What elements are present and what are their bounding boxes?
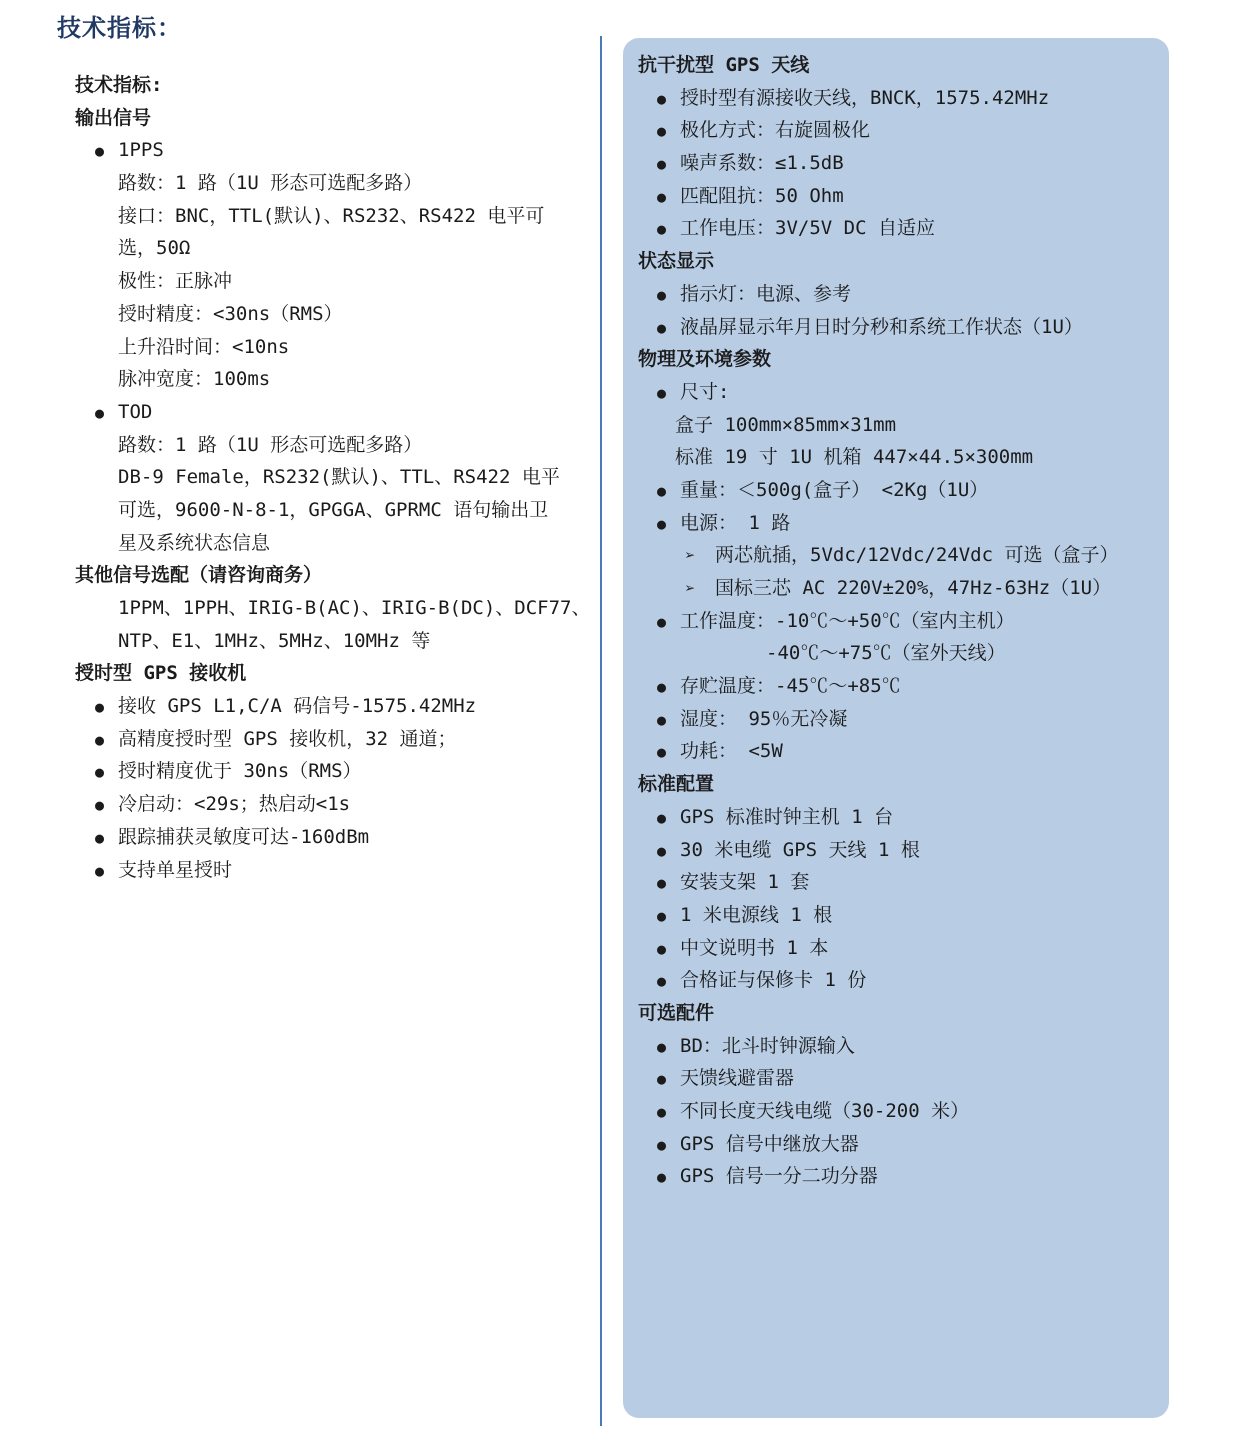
spec-line bbox=[70, 788, 598, 821]
spec-text: 技术指标: bbox=[75, 74, 163, 96]
bullet-icon: ● bbox=[657, 710, 667, 729]
spec-text: 电源： 1 路 bbox=[680, 511, 791, 534]
spec-text: 可选，9600-N-8-1，GPGGA、GPRMC 语句输出卫 bbox=[118, 498, 549, 521]
spec-line bbox=[70, 429, 598, 462]
spec-text: 授时型有源接收天线，BNCK，1575.42MHz bbox=[680, 86, 1050, 109]
spec-text: 安装支架 1 套 bbox=[680, 871, 810, 894]
spec-line bbox=[638, 114, 1157, 147]
spec-text: 授时精度：<30ns（RMS） bbox=[118, 302, 343, 325]
spec-text: 存贮温度：-45℃～+85℃ bbox=[680, 675, 901, 698]
column-divider-line bbox=[600, 36, 602, 1426]
spec-line bbox=[638, 899, 1157, 932]
spec-text: 不同长度天线电缆（30-200 米） bbox=[680, 1100, 970, 1122]
spec-line bbox=[70, 854, 598, 887]
bullet-icon: ● bbox=[657, 383, 667, 402]
bullet-icon: ● bbox=[657, 122, 667, 141]
spec-text: 跟踪捕获灵敏度可达-160dBm bbox=[118, 825, 370, 848]
spec-line bbox=[638, 1095, 1157, 1128]
spec-line bbox=[70, 331, 598, 364]
spec-line bbox=[638, 409, 1157, 442]
spec-text: BD：北斗时钟源输入 bbox=[680, 1034, 855, 1057]
spec-text: 授时型 GPS 接收机 bbox=[75, 662, 247, 685]
spec-text: GPS 信号中继放大器 bbox=[680, 1132, 859, 1155]
section-heading bbox=[70, 102, 598, 135]
spec-text: 1PPS bbox=[118, 139, 164, 162]
bullet-icon: ● bbox=[95, 796, 105, 815]
spec-line bbox=[638, 441, 1157, 474]
spec-text: 1 米电源线 1 根 bbox=[680, 903, 833, 926]
spec-text: 支持单星授时 bbox=[118, 858, 233, 881]
spec-text: 合格证与保修卡 1 份 bbox=[680, 969, 867, 992]
spec-text: 天馈线避雷器 bbox=[680, 1067, 795, 1090]
bullet-icon: ● bbox=[657, 612, 667, 631]
spec-line bbox=[70, 690, 598, 723]
section-heading bbox=[638, 49, 1157, 82]
spec-text: 输出信号 bbox=[75, 106, 152, 129]
spec-text: 路数：1 路（1U 形态可选配多路） bbox=[118, 172, 423, 195]
spec-line bbox=[70, 396, 598, 429]
spec-line bbox=[70, 755, 598, 788]
bullet-icon: ● bbox=[95, 403, 105, 422]
spec-text: GPS 信号一分二功分器 bbox=[680, 1165, 878, 1188]
bullet-icon: ● bbox=[657, 1168, 667, 1187]
spec-text: 功耗： <5W bbox=[680, 740, 783, 763]
spec-line bbox=[70, 625, 598, 658]
spec-text: 冷启动：<29s；热启动<1s bbox=[118, 793, 351, 816]
arrow-icon: ➢ bbox=[685, 579, 696, 599]
section-heading bbox=[638, 343, 1157, 376]
spec-line bbox=[70, 200, 598, 233]
bullet-icon: ● bbox=[657, 1070, 667, 1089]
bullet-icon: ● bbox=[657, 1103, 667, 1121]
section-heading bbox=[70, 657, 598, 690]
spec-line bbox=[70, 232, 598, 265]
spec-text: 工作温度：-10℃～+50℃（室内主机） bbox=[680, 609, 1015, 632]
spec-text: 30 米电缆 GPS 天线 1 根 bbox=[680, 838, 920, 861]
spec-line bbox=[638, 932, 1157, 965]
spec-text: GPS 标准时钟主机 1 台 bbox=[680, 805, 894, 828]
bullet-icon: ● bbox=[95, 698, 105, 717]
spec-text: 标准配置 bbox=[638, 773, 715, 796]
bullet-icon: ● bbox=[95, 730, 105, 749]
spec-line bbox=[70, 167, 598, 200]
spec-text: 选，50Ω bbox=[118, 237, 191, 260]
spec-text: 脉冲宽度：100ms bbox=[118, 368, 271, 391]
spec-text: 状态显示 bbox=[638, 250, 715, 273]
spec-line bbox=[638, 670, 1157, 703]
bullet-icon: ● bbox=[657, 89, 667, 108]
spec-text: 接口：BNC，TTL(默认)、RS232、RS422 电平可 bbox=[118, 204, 545, 227]
spec-text: 指示灯：电源、参考 bbox=[680, 282, 852, 305]
spec-line bbox=[70, 298, 598, 331]
bullet-icon: ● bbox=[657, 743, 667, 762]
spec-line bbox=[638, 180, 1157, 213]
spec-panel bbox=[623, 38, 1169, 1418]
bullet-icon: ● bbox=[657, 187, 667, 206]
spec-text: NTP、E1、1MHz、5MHz、10MHz 等 bbox=[118, 629, 431, 652]
spec-line bbox=[638, 834, 1157, 867]
page-title: 技术指标： bbox=[57, 15, 182, 42]
bullet-icon: ● bbox=[657, 318, 667, 337]
spec-text: 授时精度优于 30ns（RMS） bbox=[118, 760, 362, 783]
spec-line bbox=[638, 474, 1157, 507]
bullet-icon: ● bbox=[95, 828, 105, 847]
spec-line bbox=[70, 527, 598, 560]
spec-text: 重量：＜500g(盒子） <2Kg（1U） bbox=[680, 478, 989, 501]
bullet-icon: ● bbox=[657, 514, 667, 533]
bullet-icon: ● bbox=[657, 678, 667, 697]
spec-line bbox=[70, 134, 598, 167]
bullet-icon: ● bbox=[657, 906, 667, 925]
spec-text: 湿度： 95％无冷凝 bbox=[680, 707, 848, 730]
spec-text: 匹配阻抗：50 Ohm bbox=[680, 184, 844, 207]
spec-line bbox=[638, 1030, 1157, 1063]
spec-text: 标准 19 寸 1U 机箱 447×44.5×300mm bbox=[675, 446, 1034, 469]
spec-line bbox=[638, 1160, 1157, 1193]
spec-text: 国标三芯 AC 220V±20%，47Hz-63Hz（1U） bbox=[715, 577, 1112, 599]
section-heading bbox=[70, 69, 598, 102]
spec-line bbox=[638, 964, 1157, 997]
bullet-icon: ● bbox=[657, 972, 667, 991]
spec-line bbox=[70, 494, 598, 527]
spec-line bbox=[70, 265, 598, 298]
spec-line bbox=[638, 1062, 1157, 1095]
spec-text: 星及系统状态信息 bbox=[118, 531, 271, 554]
spec-text: 上升沿时间：<10ns bbox=[118, 335, 290, 358]
spec-line bbox=[638, 801, 1157, 834]
bullet-icon: ● bbox=[657, 939, 667, 958]
bullet-icon: ● bbox=[657, 220, 667, 239]
spec-line bbox=[70, 461, 598, 494]
spec-text: 极化方式：右旋圆极化 bbox=[680, 119, 871, 142]
spec-line bbox=[70, 592, 598, 625]
section-heading bbox=[638, 245, 1157, 278]
spec-line bbox=[638, 376, 1157, 409]
spec-text: -40℃～+75℃（室外天线） bbox=[766, 642, 1006, 665]
section-heading bbox=[638, 768, 1157, 801]
spec-line bbox=[638, 1128, 1157, 1161]
spec-text: 盒子 100mm×85mm×31mm bbox=[675, 413, 897, 436]
spec-line bbox=[638, 703, 1157, 736]
arrow-icon: ➢ bbox=[685, 546, 696, 567]
spec-text: 中文说明书 1 本 bbox=[680, 936, 829, 959]
spec-text: 极性：正脉冲 bbox=[118, 270, 233, 293]
spec-text: 路数：1 路（1U 形态可选配多路） bbox=[118, 433, 423, 456]
bullet-icon: ● bbox=[95, 142, 105, 161]
spec-line bbox=[638, 572, 1157, 605]
spec-text: 抗干扰型 GPS 天线 bbox=[638, 54, 810, 76]
spec-line bbox=[638, 507, 1157, 540]
spec-line bbox=[638, 278, 1157, 311]
spec-text: DB-9 Female，RS232(默认)、TTL、RS422 电平 bbox=[118, 466, 560, 489]
spec-line bbox=[638, 866, 1157, 899]
bullet-icon: ● bbox=[657, 808, 667, 827]
spec-line bbox=[70, 821, 598, 854]
section-heading bbox=[70, 559, 598, 592]
bullet-icon: ● bbox=[657, 481, 667, 500]
spec-line bbox=[638, 147, 1157, 180]
spec-line bbox=[638, 539, 1157, 572]
bullet-icon: ● bbox=[95, 763, 105, 782]
spec-text: 接收 GPS L1,C/A 码信号-1575.42MHz bbox=[118, 695, 477, 718]
spec-line bbox=[70, 723, 598, 756]
bullet-icon: ● bbox=[95, 861, 105, 880]
spec-text: 两芯航插，5Vdc/12Vdc/24Vdc 可选（盒子） bbox=[715, 544, 1119, 567]
bullet-icon: ● bbox=[657, 841, 667, 860]
bullet-icon: ● bbox=[657, 285, 667, 304]
spec-line bbox=[638, 311, 1157, 344]
spec-text: 液晶屏显示年月日时分秒和系统工作状态（1U） bbox=[680, 315, 1083, 338]
spec-line bbox=[70, 363, 598, 396]
spec-text: 物理及环境参数 bbox=[638, 348, 772, 371]
spec-line bbox=[638, 735, 1157, 768]
spec-text: 高精度授时型 GPS 接收机，32 通道； bbox=[118, 727, 457, 750]
spec-line bbox=[638, 212, 1157, 245]
bullet-icon: ● bbox=[657, 1037, 667, 1056]
spec-line bbox=[638, 82, 1157, 115]
bullet-icon: ● bbox=[657, 874, 667, 893]
spec-text: 工作电压：3V/5V DC 自适应 bbox=[680, 217, 935, 240]
spec-text: 尺寸: bbox=[680, 380, 730, 403]
bullet-icon: ● bbox=[657, 1135, 667, 1154]
bullet-icon: ● bbox=[657, 155, 667, 174]
section-heading bbox=[638, 997, 1157, 1030]
spec-line bbox=[638, 637, 1157, 670]
spec-text: 1PPM、1PPH、IRIG-B(AC)、IRIG-B(DC)、DCF77、 bbox=[118, 597, 591, 619]
spec-text: 可选配件 bbox=[638, 1001, 715, 1024]
spec-text: 噪声系数：≤1.5dB bbox=[680, 152, 844, 175]
left-column bbox=[70, 69, 598, 886]
spec-line bbox=[638, 605, 1157, 638]
spec-text: TOD bbox=[118, 400, 153, 423]
spec-text: 其他信号选配（请咨询商务） bbox=[75, 564, 323, 587]
